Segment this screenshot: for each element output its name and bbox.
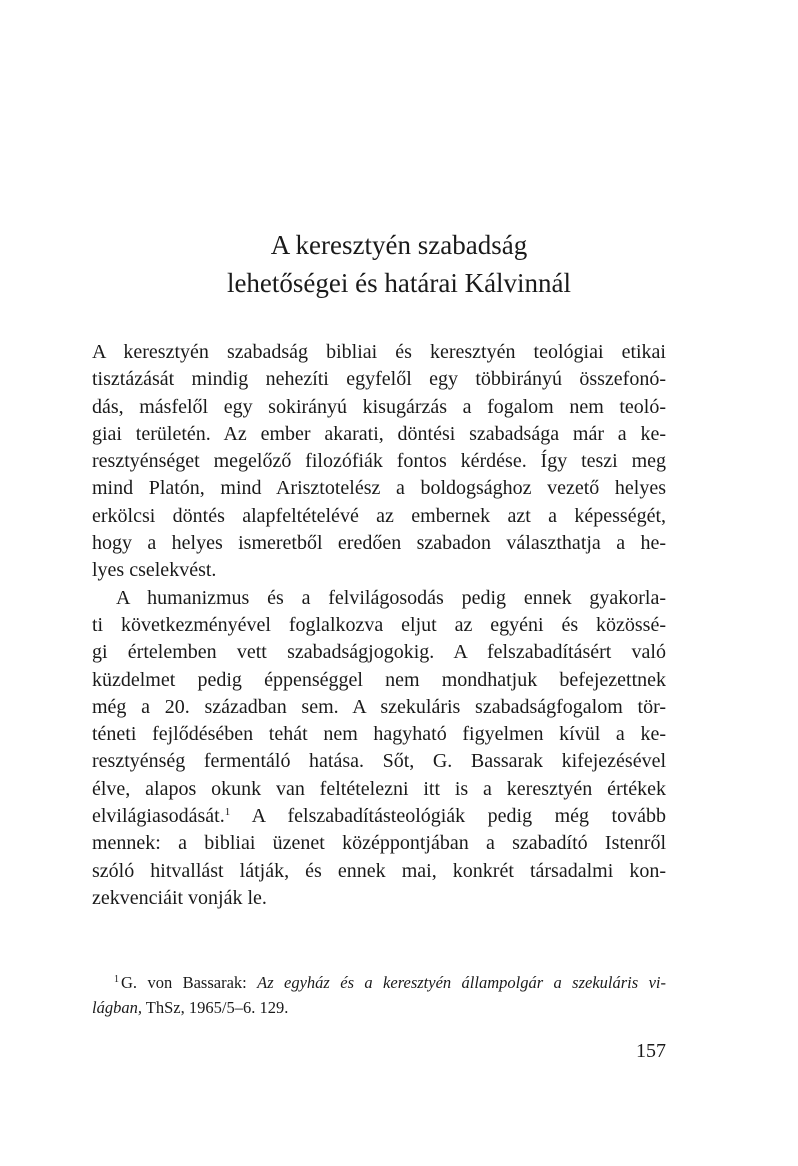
footnote-line	[92, 970, 666, 995]
footnote-title: Az egyház és a keresztyén állampolgár a szekuláris vi-	[257, 973, 666, 992]
text-line: resztyénség fermentáló hatása. Sőt, G. Bassarak kifejezésével	[92, 750, 666, 773]
text-line: téneti fejlődésében tehát nem hagyható figyelmen kívül a ke-	[92, 723, 666, 746]
text-line: gi értelemben vett szabadságjogokig. A felszabadításért való	[92, 641, 666, 664]
text-line: zekvenciáit vonják le.	[92, 886, 267, 909]
text-line: lyes cselekvést.	[92, 559, 217, 582]
text-line: tisztázását mindig nehezíti egyfelől egy többirányú összefonó-	[92, 368, 666, 391]
body-text	[92, 339, 666, 912]
text-line: élve, alapos okunk van feltételezni itt is a keresztyén értékek	[92, 777, 666, 800]
paragraph-1	[92, 339, 666, 585]
chapter-title-line-1: A keresztyén szabadság	[270, 230, 528, 260]
text-line: szóló hitvallást látják, és ennek mai, konkrét társadalmi kon-	[92, 859, 666, 882]
text-line: még a 20. században sem. A szekuláris szabadságfogalom tör-	[92, 695, 666, 718]
chapter-title	[0, 226, 798, 302]
footnote-reference[interactable]: 1	[224, 806, 231, 819]
text-fragment: elvilágiasodását.	[92, 805, 225, 828]
footnote	[92, 970, 666, 1020]
footnote-source: ThSz, 1965/5–6. 129.	[141, 998, 289, 1017]
footnote-title-end: lágban,	[92, 998, 142, 1017]
text-line: dás, másfelől egy sokirányú kisugárzás a fogalom nem teoló-	[92, 395, 666, 418]
text-line: giai területén. Az ember akarati, döntési szabadsága már a ke-	[92, 422, 666, 445]
text-line: erkölcsi döntés alapfeltételévé az embernek azt a képességét,	[92, 504, 666, 527]
text-fragment: A felszabadításteológiák pedig még tovább	[230, 805, 666, 828]
text-line: hogy a helyes ismeretből eredően szabadon választhatja a he-	[92, 532, 666, 555]
text-line: mennek: a bibliai üzenet középpontjában a szabadító Istenről	[92, 832, 666, 855]
footnote-number: 1	[114, 974, 119, 985]
text-line: A humanizmus és a felvilágosodás pedig ennek gyakorla-	[116, 586, 666, 609]
chapter-title-line-2: lehetőségei és határai Kálvinnál	[226, 268, 572, 298]
text-line: ti következményével foglalkozva eljut az egyéni és közössé-	[92, 613, 666, 636]
text-line: resztyénséget megelőző filozófiák fontos kérdése. Így teszi meg	[92, 450, 666, 473]
text-line-with-note	[92, 803, 666, 830]
text-line: mind Platón, mind Arisztotelész a boldogsághoz vezető helyes	[92, 477, 666, 500]
page-number: 157	[636, 1040, 666, 1062]
text-line: küzdelmet pedig éppenséggel nem mondhatjuk befejezettnek	[92, 668, 666, 691]
footnote-line	[92, 995, 666, 1020]
text-line: A keresztyén szabadság bibliai és keresztyén teológiai etikai	[92, 341, 666, 363]
paragraph-2	[92, 585, 666, 913]
footnote-author: G. von Bassarak:	[121, 973, 258, 992]
